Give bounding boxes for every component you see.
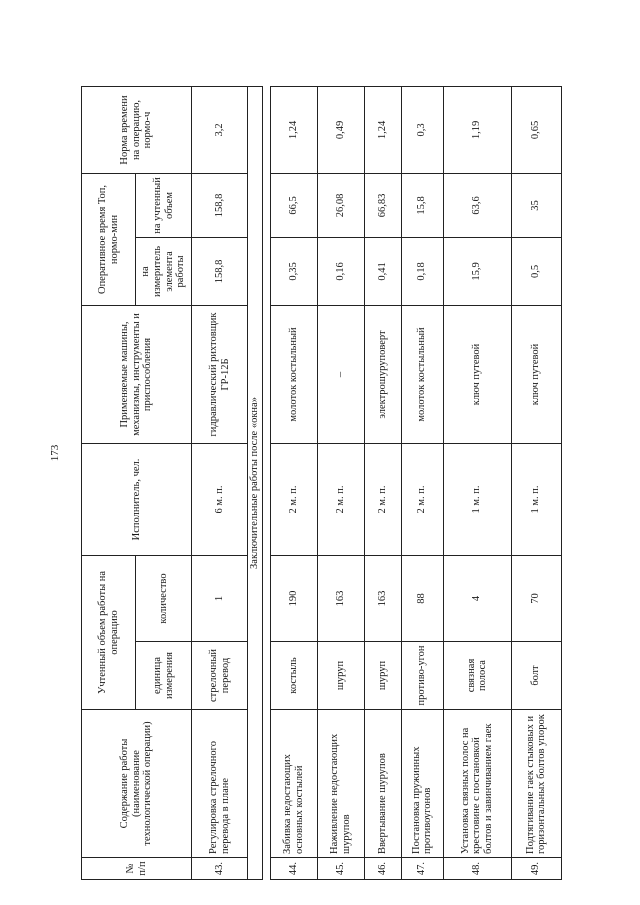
row-norm: 1,24 <box>364 86 401 173</box>
row-unit: болт <box>511 642 561 710</box>
header-optime: Оперативное время Топ, нормо-мин <box>82 173 136 305</box>
header-content: Содержание работы (наименование технологической операции) <box>82 710 192 858</box>
row-content: Наживление недостающих шурупов <box>317 710 364 858</box>
row-qty: 4 <box>443 555 511 641</box>
row-num: 47. <box>401 858 443 880</box>
row-content: Установка связных полос на крестовине с постановкой болтов и завинчиванием гаек <box>443 710 511 858</box>
table-row <box>401 86 443 879</box>
row-per-meter: 0,16 <box>317 237 364 305</box>
row-norm: 0,65 <box>511 86 561 173</box>
row-norm: 1,24 <box>270 86 317 173</box>
table-row <box>270 86 317 879</box>
header-executor: Исполнитель, чел. <box>82 443 192 555</box>
row-machines: гидравлический рихтовщик ГР-12Б <box>192 305 248 443</box>
row-per-volume: 63,6 <box>443 173 511 237</box>
page-number: 173 <box>49 444 61 462</box>
row-unit: костыль <box>270 642 317 710</box>
header-machines: Применяемые машины, механизмы, инструменты и приспособления <box>82 305 192 443</box>
row-per-volume: 66,83 <box>364 173 401 237</box>
row-machines: ключ путевой <box>443 305 511 443</box>
row-per-volume: 26,08 <box>317 173 364 237</box>
row-qty: 163 <box>364 555 401 641</box>
row-unit: шуруп <box>364 642 401 710</box>
gap-cell <box>262 86 270 879</box>
row-qty: 88 <box>401 555 443 641</box>
row-unit: противо-угон <box>401 642 443 710</box>
row-per-volume: 66,5 <box>270 173 317 237</box>
row-per-meter: 158,8 <box>192 237 248 305</box>
row-norm: 1,19 <box>443 86 511 173</box>
table-row <box>317 86 364 879</box>
row-executor: 1 м. п. <box>511 443 561 555</box>
row-executor: 2 м. п. <box>270 443 317 555</box>
row-machines: молоток костыльный <box>270 305 317 443</box>
row-unit: шуруп <box>317 642 364 710</box>
row-per-meter: 0,18 <box>401 237 443 305</box>
norm-table <box>81 86 562 880</box>
row-per-volume: 158,8 <box>192 173 248 237</box>
row-content: Регулировка стрелочного перевода в плане <box>192 710 248 858</box>
header-qty: количество <box>136 555 192 641</box>
header-per-meter: на измеритель элемента работы <box>136 237 192 305</box>
row-executor: 6 м. п. <box>192 443 248 555</box>
header-norm: Норма времени на операцию, нормо-ч <box>82 86 192 173</box>
row-num: 44. <box>270 858 317 880</box>
header-unit: единица измерения <box>136 642 192 710</box>
header-per-volume: на учтенный объем <box>136 173 192 237</box>
row-num: 48. <box>443 858 511 880</box>
row-norm: 0,49 <box>317 86 364 173</box>
table-row <box>364 86 401 879</box>
rotated-table-wrapper <box>81 87 557 880</box>
row-qty: 190 <box>270 555 317 641</box>
section-title: Заключительные работы после «окна» <box>248 86 263 879</box>
row-machines: электрошуруповерт <box>364 305 401 443</box>
header-row-1 <box>82 86 136 879</box>
row-executor: 1 м. п. <box>443 443 511 555</box>
row-machines: ключ путевой <box>511 305 561 443</box>
row-executor: 2 м. п. <box>364 443 401 555</box>
row-content: Ввертывание шурупов <box>364 710 401 858</box>
row-machines: – <box>317 305 364 443</box>
row-executor: 2 м. п. <box>317 443 364 555</box>
header-volume: Учтенный объем работы на операцию <box>82 555 136 709</box>
row-per-meter: 0,41 <box>364 237 401 305</box>
row-executor: 2 м. п. <box>401 443 443 555</box>
row-qty: 1 <box>192 555 248 641</box>
row-content: Забивка недостающих основных костылей <box>270 710 317 858</box>
section-row <box>248 86 263 879</box>
header-num: № п/п <box>82 858 192 880</box>
row-norm: 3,2 <box>192 86 248 173</box>
row-per-volume: 35 <box>511 173 561 237</box>
row-num: 46. <box>364 858 401 880</box>
table-row <box>443 86 511 879</box>
row-machines: молоток костыльный <box>401 305 443 443</box>
row-per-meter: 0,5 <box>511 237 561 305</box>
table-row <box>192 86 248 879</box>
row-content: Постановка пружинных противоугонов <box>401 710 443 858</box>
row-num: 49. <box>511 858 561 880</box>
gap-row <box>262 86 270 879</box>
row-norm: 0,3 <box>401 86 443 173</box>
row-num: 43. <box>192 858 248 880</box>
row-per-volume: 15,8 <box>401 173 443 237</box>
row-num: 45. <box>317 858 364 880</box>
row-qty: 70 <box>511 555 561 641</box>
row-per-meter: 0,35 <box>270 237 317 305</box>
row-unit: связная полоса <box>443 642 511 710</box>
table-row <box>511 86 561 879</box>
row-content: Подтягивание гаек стыковых и горизонтальных болтов упорок <box>511 710 561 858</box>
row-qty: 163 <box>317 555 364 641</box>
row-per-meter: 15,9 <box>443 237 511 305</box>
row-unit: стрелочный перевод <box>192 642 248 710</box>
